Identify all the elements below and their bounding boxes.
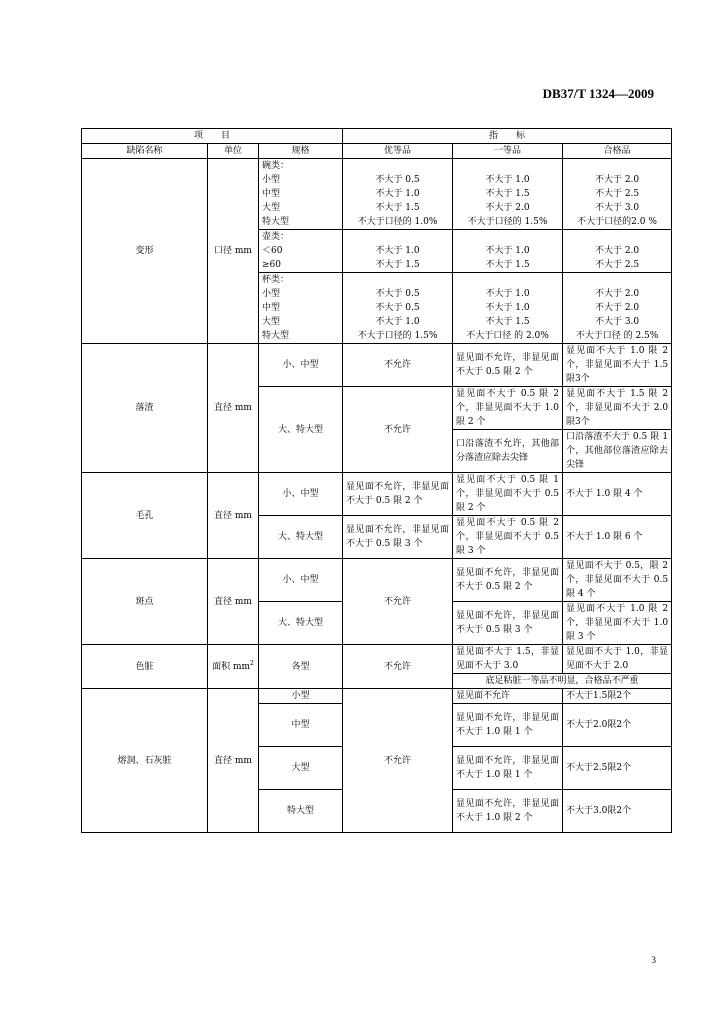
value-line: 不大于 1.5 [485,260,530,270]
value-line: 不大于 3.0 [594,203,640,213]
deform-bowl-qualified [563,159,672,230]
value-line: 不大于口径的2.0 % [577,217,657,227]
spot-row-1 [82,559,672,602]
glaze-drop-small-first: 显见面不允许，非显见面不大于 0.5 限 2 个 [453,344,563,387]
value-line: 不大于 1.0 [375,246,420,256]
pinhole-small-spec: 小、中型 [259,473,343,516]
color-dirt-unit: 面积 mm [212,661,251,672]
value-line: 不大于 0.5 [375,289,420,299]
spot-premium: 不允许 [343,559,453,645]
value-line: 不大于 2.0 [594,175,640,185]
glaze-drop-large-qualified-a: 显见面不大于 1.5 限 2 个，非显见面不大于 2.0 限3个 [563,387,672,430]
value-line: 不大于 1.0 [485,246,530,256]
color-dirt-premium: 不允许 [343,645,453,689]
hole-name: 熔洞、石灰脏 [82,689,208,833]
value-line: 不大于 1.5 [375,260,420,270]
glaze-drop-small-spec: 小、中型 [259,344,343,387]
value-line: 不大于 2.0 [594,246,640,256]
color-dirt-first: 显见面不大于 1.5，非显见面不大于 3.0 [453,645,563,674]
header-first: 一等品 [453,144,563,159]
deform-pot-spec [259,230,343,273]
hole-qualified-large: 不大于2.5限2个 [563,747,672,790]
spec-line: ＜60 [262,246,283,256]
deform-bowl-premium [343,159,453,230]
pinhole-large-spec: 大、特大型 [259,516,343,559]
pinhole-small-first: 显见面不大于 0.5 限 1 个，非显见面不大于 0.5 限 2 个 [453,473,563,516]
spec-line: 小型 [262,289,281,299]
header-spec: 规格 [259,144,343,159]
value-line: 不大于 1.0 [485,303,530,313]
header-index: 指 标 [343,129,672,144]
deform-name: 变形 [82,159,208,344]
spec-line: ≥60 [262,260,281,270]
hole-first-small: 显见面不允许 [453,689,563,704]
value-line: 不大于 1.5 [375,203,420,213]
color-dirt-spec: 各型 [259,645,343,689]
deform-cup-title: 杯类： [262,275,290,285]
value-line: 不大于 1.5 [485,317,530,327]
value-line: 不大于 2.0 [485,203,530,213]
deform-bowl-spec [259,159,343,230]
hole-unit: 直径 mm [208,689,259,833]
hole-qualified-medium: 不大于2.0限2个 [563,704,672,747]
deform-bowl-row [82,159,672,230]
value-line: 不大于 2.5 [594,189,640,199]
hole-first-medium: 显见面不允许，非显见面不大于 1.0 限 1 个 [453,704,563,747]
spot-unit: 直径 mm [208,559,259,645]
spec-line: 特大型 [262,331,290,341]
hole-spec-small: 小型 [259,689,343,704]
glaze-drop-small-qualified: 显见面不大于 1.0 限 2 个，非显见面不大于 1.5 限3个 [563,344,672,387]
color-dirt-unit-sup: 2 [250,659,254,667]
color-dirt-qualified: 显见面不大于 1.0，非显见面不大于 2.0 [563,645,672,674]
glaze-drop-large-first-b: 口沿落渣不允许，其他部分落渣应除去尖锋 [453,430,563,473]
deform-pot-title: 壶类： [262,232,290,242]
value-line: 不大于 0.5 [375,175,420,185]
spot-small-qualified: 显见面不大于 0.5，限 2 个，非显见面不大于 0.5 限 4 个 [563,559,672,602]
header-qualified: 合格品 [563,144,672,159]
glaze-drop-large-spec: 大、特大型 [259,387,343,473]
value-line: 不大于口径的 1.5% [357,331,438,341]
value-line: 不大于 0.5 [375,303,420,313]
deform-cup-premium [343,273,453,344]
spec-line: 大型 [262,317,281,327]
glaze-drop-large-first-a: 显见面不大于 0.5 限 2 个，非显见面不大于 1.0 限 2 个 [453,387,563,430]
hole-spec-medium: 中型 [259,704,343,747]
page-number: 3 [651,955,656,965]
hole-spec-large: 大型 [259,747,343,790]
spot-large-first: 显见面不允许，非显见面不大于 0.5 限 3 个 [453,602,563,645]
deform-pot-qualified [563,230,672,273]
header-item: 项 目 [82,129,343,144]
spot-small-first: 显见面不允许，非显见面不大于 0.5 限 2 个 [453,559,563,602]
hole-row-1 [82,689,672,704]
value-line: 不大于 1.0 [375,317,420,327]
pinhole-small-premium: 显见面不允许，非显见面不大于 0.5 限 2 个 [343,473,453,516]
value-line: 不大于 1.0 [375,189,420,199]
header-defect-name: 缺陷名称 [82,144,208,159]
deform-cup-spec [259,273,343,344]
spec-line: 中型 [262,189,281,199]
deform-bowl-first [453,159,563,230]
hole-first-xlarge: 显见面不允许，非显见面不大于 1.0 限 2 个 [453,790,563,833]
glaze-drop-unit: 直径 mm [208,344,259,473]
pinhole-large-premium: 显见面不允许，非显见面不大于 0.5 限 3 个 [343,516,453,559]
deform-cup-first [453,273,563,344]
spot-large-spec: 大、特大型 [259,602,343,645]
value-line: 不大于 2.0 [594,303,640,313]
value-line: 不大于口径 的 2.5% [575,331,659,341]
header-row-1 [82,129,672,144]
spec-line: 大型 [262,203,281,213]
glaze-drop-large-qualified-b: 口沿落渣不大于 0.5 限 1 个，其他部位落渣应除去尖锋 [563,430,672,473]
deform-unit: 口径 mm [208,159,259,344]
pinhole-large-qualified: 不大于 1.0 限 6 个 [563,516,672,559]
color-dirt-row-1 [82,645,672,674]
glaze-drop-name: 落渣 [82,344,208,473]
glaze-drop-small-premium: 不允许 [343,344,453,387]
glaze-drop-large-premium: 不允许 [343,387,453,473]
deform-pot-premium [343,230,453,273]
color-dirt-unit-cell [208,645,259,689]
header-unit: 单位 [208,144,259,159]
value-line: 不大于 2.5 [594,260,640,270]
quality-index-table [81,128,672,833]
hole-first-large: 显见面不允许，非显见面不大于 1.0 限 1 个 [453,747,563,790]
spot-large-qualified: 显见面不大于 1.0 限 2 个，非显见面不大于 1.0 限 3 个 [563,602,672,645]
value-line: 不大于 1.5 [485,189,530,199]
color-dirt-note: 底足粘脏一等品不明显，合格品不严重 [453,674,672,689]
pinhole-name: 毛孔 [82,473,208,559]
spot-small-spec: 小、中型 [259,559,343,602]
deform-pot-first [453,230,563,273]
pinhole-small-qualified: 不大于 1.0 限 4 个 [563,473,672,516]
deform-bowl-title: 碗类： [262,161,290,171]
header-premium: 优等品 [343,144,453,159]
pinhole-unit: 直径 mm [208,473,259,559]
spot-name: 斑点 [82,559,208,645]
hole-premium: 不允许 [343,689,453,833]
header-row-2 [82,144,672,159]
value-line: 不大于口径的 1.0% [357,217,438,227]
glaze-drop-row-1 [82,344,672,387]
value-line: 不大于 1.0 [485,289,530,299]
hole-qualified-small: 不大于1.5限2个 [563,689,672,704]
document-code: DB37/T 1324—2009 [542,86,654,101]
hole-qualified-xlarge: 不大于3.0限2个 [563,790,672,833]
color-dirt-name: 色脏 [82,645,208,689]
value-line: 不大于 1.0 [485,175,530,185]
spec-line: 特大型 [262,217,290,227]
value-line: 不大于 2.0 [594,289,640,299]
deform-cup-qualified [563,273,672,344]
value-line: 不大于口径的 1.5% [467,217,548,227]
spec-line: 小型 [262,175,281,185]
spec-line: 中型 [262,303,281,313]
hole-spec-xlarge: 特大型 [259,790,343,833]
pinhole-large-first: 显见面不大于 0.5 限 2 个，非显见面不大于 0.5 限 3 个 [453,516,563,559]
value-line: 不大于口径 的 2.0% [466,331,549,341]
pinhole-row-1 [82,473,672,516]
value-line: 不大于 3.0 [594,317,640,327]
